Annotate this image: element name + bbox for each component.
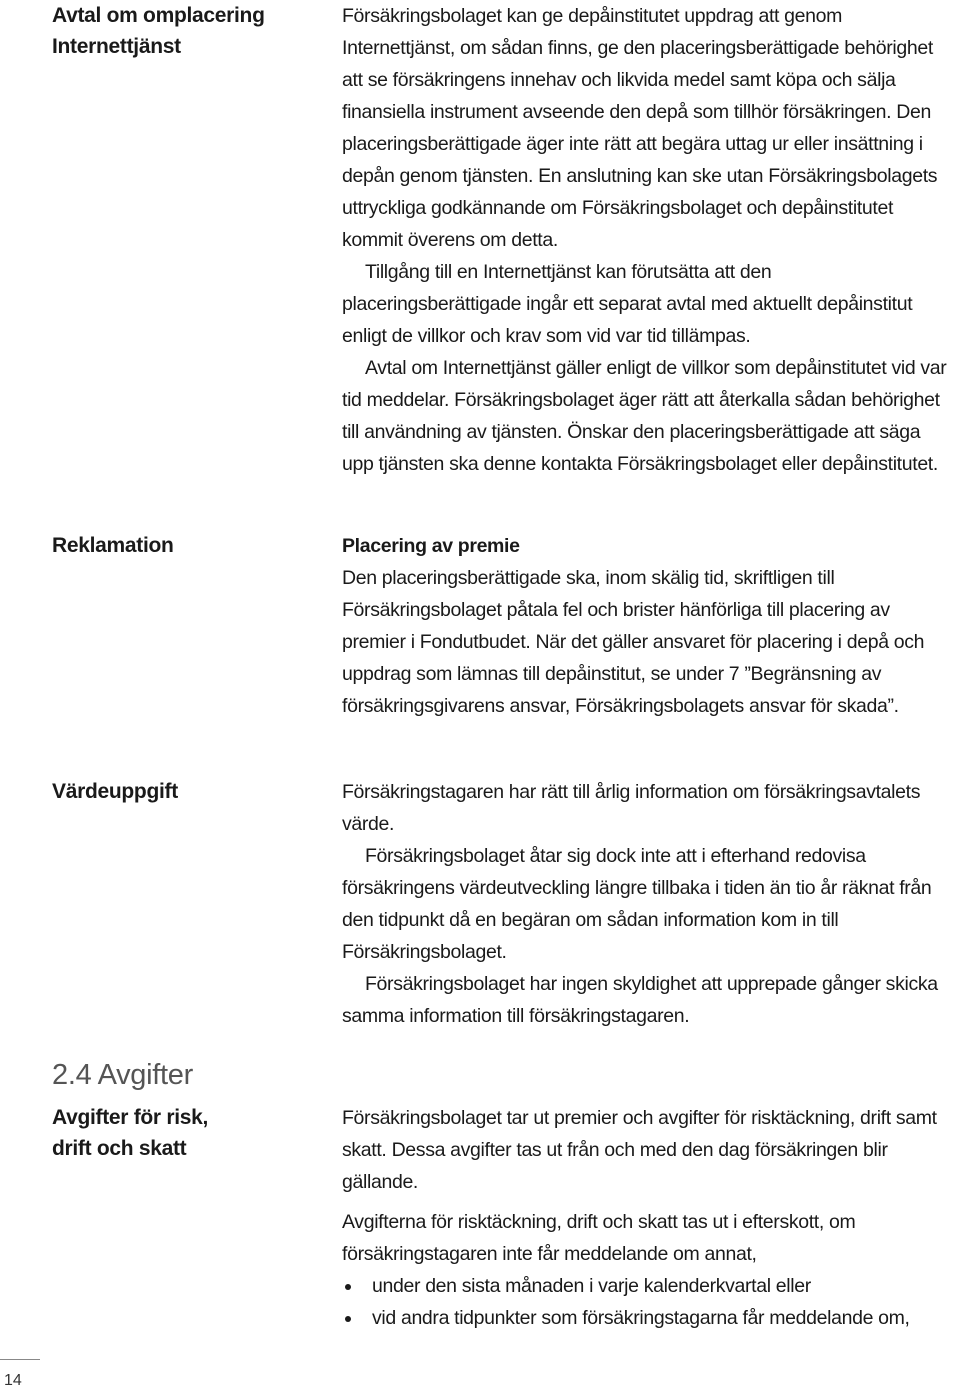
side-heading-avtal-internettjanst: Avtal om omplacering Internettjänst [52,4,265,58]
section-heading-avgifter: 2.4 Avgifter [52,1059,193,1091]
subheading-placering-av-premie: Placering av premie [342,535,520,557]
paragraph: Försäkringsbolaget kan ge depåinstitutet uppdrag att genom Internettjänst, om sådan finns, ge den placeringsberättigade behörighet att se försäkringens innehav och likvida medel samt köpa och sälja finansiella instrument avseende den depå som tillhör försäkringen. Den placeringsberättigade äger inte rätt att begära uttag ur eller insättning i depån genom tjänsten. En anslutning kan ske utan Försäkringsbolagets uttryckliga godkännande om Försäkringsbolaget och depåinstitutet kommit överens om detta. [342,5,938,251]
list-item: under den sista månaden i varje kalenderkvartal eller [342,1270,954,1302]
side-heading-avgifter-risk: Avgifter för risk, drift och skatt [52,1106,209,1160]
section-reklamation [342,530,954,722]
paragraph: Försäkringstagaren har rätt till årlig information om försäkringsavtalets värde. [342,781,921,835]
bullet-list [342,1270,954,1334]
paragraph: Försäkringsbolaget har ingen skyldighet att upprepade gånger skicka samma information till försäkringstagaren. [342,973,938,1027]
paragraph: Avgifterna för risktäckning, drift och skatt tas ut i efterskott, om försäkringstagaren inte får meddelande om annat, [342,1211,856,1265]
list-item: vid andra tidpunkter som försäkringstagarna får meddelande om, [342,1302,954,1334]
paragraph: Försäkringsbolaget åtar sig dock inte att i efterhand redovisa försäkringens värdeutveckling längre tillbaka i tiden än tio år räknat från den tidpunkt då en begäran om sådan information kom in till Försäkringsbolaget. [342,845,932,963]
paragraph: Avtal om Internettjänst gäller enligt de villkor som depåinstitutet vid var tid meddelar. Försäkringsbolaget äger rätt att återkalla sådan behörighet till användning av tjänsten. Önskar den placeringsberättigade att säga upp tjänsten ska denne kontakta Försäkringsbolaget eller depåinstitutet. [342,357,947,475]
side-heading-vardeuppgift: Värdeuppgift [52,780,178,803]
page-number-rule [0,1359,40,1360]
section-vardeuppgift [342,776,954,1032]
side-heading-reklamation: Reklamation [52,534,174,557]
bullet-icon [345,1316,351,1322]
paragraph: Försäkringsbolaget tar ut premier och avgifter för risktäckning, drift samt skatt. Dessa avgifter tas ut från och med den dag försäkringen blir gällande. [342,1107,937,1193]
page-number: 14 [4,1372,22,1389]
paragraph: Den placeringsberättigade ska, inom skälig tid, skriftligen till Försäkringsbolaget påtala fel och brister hänförliga till placering av premier i Fondutbudet. När det gäller ansvaret för placering i depå och uppdrag som lämnas till depåinstitut, se under 7 ”Begränsning av försäkringsgivarens ansvar, Försäkringsbolagets ansvar för skada”. [342,567,925,717]
bullet-icon [345,1284,351,1290]
section-internettjanst [342,0,954,480]
paragraph: Tillgång till en Internettjänst kan förutsätta att den placeringsberättigade ingår ett separat avtal med aktuellt depåinstitut enligt de villkor och krav som vid var tid tillämpas. [342,261,913,347]
section-avgifter [342,1102,954,1334]
